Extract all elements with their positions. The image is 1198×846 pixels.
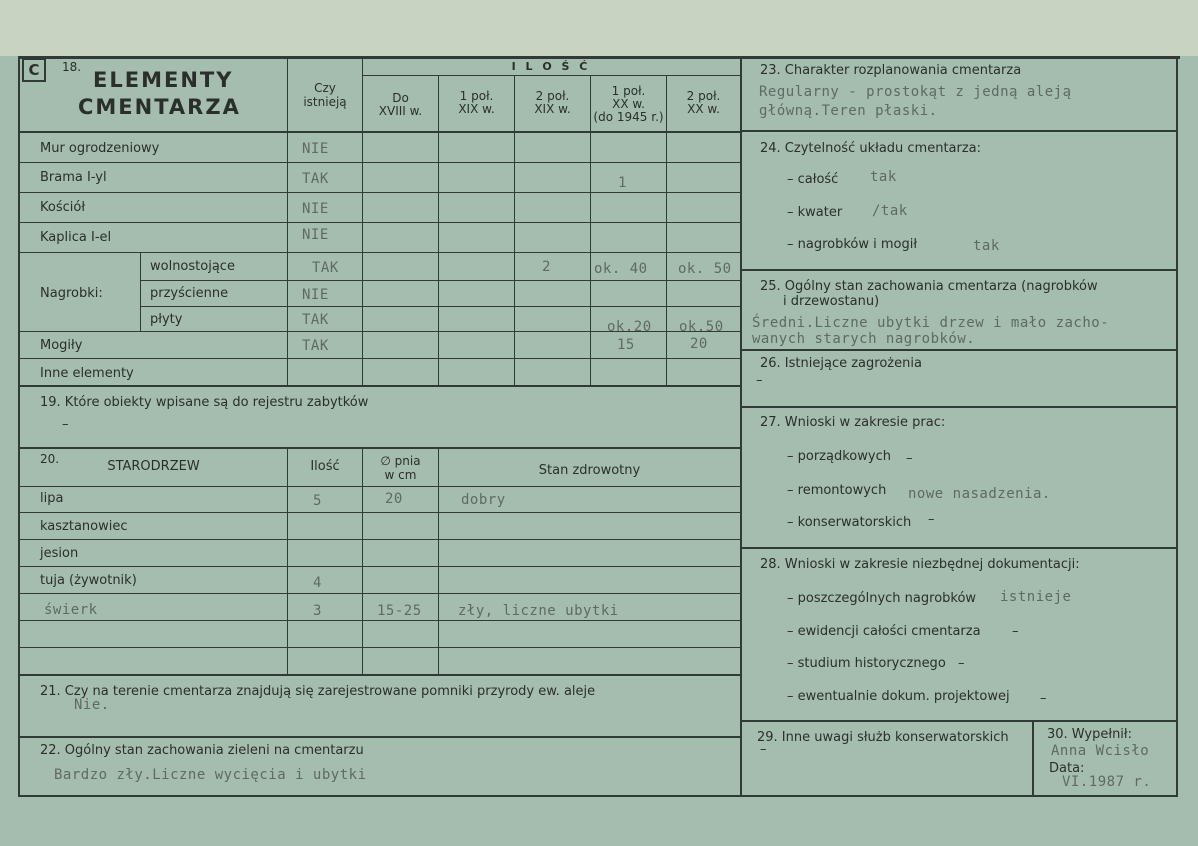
period-1-b: XVIII w. — [378, 104, 423, 118]
freestanding-p3: 2 — [542, 259, 551, 275]
s29-label: 29. Inne uwagi służb konserwatorskich — [757, 730, 1009, 745]
period-1-a: Do — [392, 91, 409, 105]
s29-value: – — [760, 742, 767, 757]
s24-item-tombs: – nagrobków i mogił — [787, 237, 918, 252]
s28-item-register: – ewidencji całości cmentarza — [787, 624, 981, 639]
s20-col-diam-1: ∅ pnia — [380, 454, 421, 468]
s30-date-label: Data: — [1049, 761, 1085, 776]
row-label-chapel: Kaplica I-el — [40, 230, 112, 245]
s20-col-health: Stan zdrowotny — [538, 463, 641, 478]
frame-left — [18, 56, 20, 796]
row-label-wall-tombs: przyścienne — [150, 286, 229, 301]
graves-p4: 15 — [617, 337, 635, 353]
period-5-a: 2 poł. — [686, 89, 721, 103]
period-4-a: 1 poł. — [611, 84, 646, 98]
freestanding-p4: ok. 40 — [594, 261, 648, 277]
s18-title-line2: CMENTARZA — [78, 95, 241, 119]
ilosc-header: I L O Ś Ć — [511, 60, 591, 73]
row-label-wall: Mur ogrodzeniowy — [40, 141, 160, 156]
s25-label-1: 25. Ogólny stan zachowania cmentarza (nagrobków — [760, 279, 1098, 294]
col-exists-1: Czy — [314, 81, 336, 95]
s20-number: 20. — [40, 452, 60, 466]
period-4-b: XX w. — [612, 97, 645, 111]
period-3-a: 2 poł. — [535, 89, 570, 103]
s18-number: 18. — [62, 60, 82, 74]
s23-line2: główną.Teren płaski. — [759, 103, 938, 119]
s24-value-tombs: tak — [973, 238, 1000, 254]
spruce-diam: 15-25 — [377, 603, 422, 619]
s20-col-diam-2: w cm — [384, 468, 417, 482]
thuja-qty: 4 — [313, 575, 322, 591]
s24-item-whole: – całość — [787, 172, 839, 187]
frame-right — [1176, 56, 1178, 796]
slabs-p4: ok.20 — [607, 319, 652, 335]
spruce-health: zły, liczne ubytki — [458, 603, 619, 619]
s27-value-cleaning: – — [906, 451, 913, 466]
s30-label: 30. Wypełnił: — [1047, 727, 1132, 742]
s28-value-project: – — [1040, 691, 1047, 706]
s22-value: Bardzo zły.Liczne wycięcia i ubytki — [54, 767, 367, 783]
tree-ash: jesion — [40, 546, 79, 561]
period-2-b: XIX w. — [458, 102, 495, 116]
s30-name: Anna Wcisło — [1051, 743, 1150, 759]
period-4-c: (do 1945 r.) — [593, 110, 664, 124]
s28-item-tombs: – poszczególnych nagrobków — [787, 591, 977, 606]
period-3-b: XIX w. — [534, 102, 571, 116]
exists-wall: NIE — [302, 141, 329, 157]
exists-church: NIE — [302, 201, 329, 217]
s25-line1: Średni.Liczne ubytki drzew i mało zacho- — [752, 315, 1110, 331]
section-letter: C — [22, 58, 46, 82]
s28-label: 28. Wnioski w zakresie niezbędnej dokumentacji: — [760, 557, 1080, 572]
frame-bottom — [18, 795, 1178, 797]
period-2-a: 1 poł. — [459, 89, 494, 103]
record-card — [0, 56, 1198, 846]
s26-label: 26. Istniejące zagrożenia — [760, 356, 922, 371]
s27-item-cleaning: – porządkowych — [787, 449, 891, 464]
row-label-freestanding: wolnostojące — [150, 259, 235, 274]
row-label-church: Kościół — [40, 200, 86, 215]
linden-qty: 5 — [313, 493, 322, 509]
s27-label: 27. Wnioski w zakresie prac: — [760, 415, 946, 430]
s27-item-conservation: – konserwatorskich — [787, 515, 912, 530]
s23-label: 23. Charakter rozplanowania cmentarza — [760, 63, 1022, 78]
tree-thuja: tuja (żywotnik) — [40, 573, 137, 588]
gate-p4: 1 — [618, 175, 627, 191]
slabs-p5: ok.50 — [679, 319, 724, 335]
row-label-graves: Mogiły — [40, 338, 83, 353]
exists-freestanding: TAK — [312, 260, 339, 276]
s28-item-project: – ewentualnie dokum. projektowej — [787, 689, 1010, 704]
exists-gate: TAK — [302, 171, 329, 187]
s28-value-history: – — [958, 656, 965, 671]
row-label-gate: Brama I-yl — [40, 170, 107, 185]
s27-value-conservation: – — [928, 512, 935, 527]
s24-item-quarters: – kwater — [787, 205, 843, 220]
s19-value: – — [62, 417, 69, 432]
s28-value-tombs: istnieje — [1000, 589, 1072, 605]
spruce-qty: 3 — [313, 603, 322, 619]
tree-chestnut: kasztanowiec — [40, 519, 128, 534]
freestanding-p5: ok. 50 — [678, 261, 732, 277]
frame-middle — [740, 56, 742, 796]
s23-line1: Regularny - prostokąt z jedną aleją — [759, 84, 1072, 100]
s25-label-2: i drzewostanu) — [783, 294, 880, 309]
s20-col-qty: Ilość — [310, 459, 340, 474]
tree-linden: lipa — [40, 491, 64, 506]
tree-spruce: świerk — [44, 602, 98, 618]
s28-value-register: – — [1012, 624, 1019, 639]
s27-item-repair: – remontowych — [787, 483, 887, 498]
s24-value-whole: tak — [870, 169, 897, 185]
row-label-other: Inne elementy — [40, 366, 134, 381]
linden-diam: 20 — [385, 491, 403, 507]
s28-item-history: – studium historycznego — [787, 656, 946, 671]
s24-value-quarters: /tak — [872, 203, 908, 219]
row-group-tombs: Nagrobki: — [40, 286, 103, 301]
s21-value: Nie. — [74, 697, 110, 713]
s25-line2: wanych starych nagrobków. — [752, 331, 976, 347]
exists-wall-tombs: NIE — [302, 287, 329, 303]
s18-title-line1: ELEMENTY — [93, 68, 234, 92]
linden-health: dobry — [461, 492, 506, 508]
s26-value: – — [756, 373, 763, 388]
exists-slabs: TAK — [302, 312, 329, 328]
exists-graves: TAK — [302, 338, 329, 354]
s27-value-repair: nowe nasadzenia. — [908, 486, 1051, 502]
s22-label: 22. Ogólny stan zachowania zieleni na cmentarzu — [40, 743, 364, 758]
period-5-b: XX w. — [687, 102, 720, 116]
s19-label: 19. Które obiekty wpisane są do rejestru zabytków — [40, 395, 369, 410]
s24-label: 24. Czytelność układu cmentarza: — [760, 141, 982, 156]
graves-p5: 20 — [690, 336, 708, 352]
top-margin — [0, 0, 1198, 56]
exists-chapel: NIE — [302, 227, 329, 243]
row-label-slabs: płyty — [150, 312, 183, 327]
col-exists-2: istnieją — [303, 95, 347, 109]
s30-date: VI.1987 r. — [1062, 774, 1152, 790]
s21-label: 21. Czy na terenie cmentarza znajdują się zarejestrowane pomniki przyrody ew. aleje — [40, 684, 596, 699]
s20-title: STARODRZEW — [107, 459, 200, 474]
